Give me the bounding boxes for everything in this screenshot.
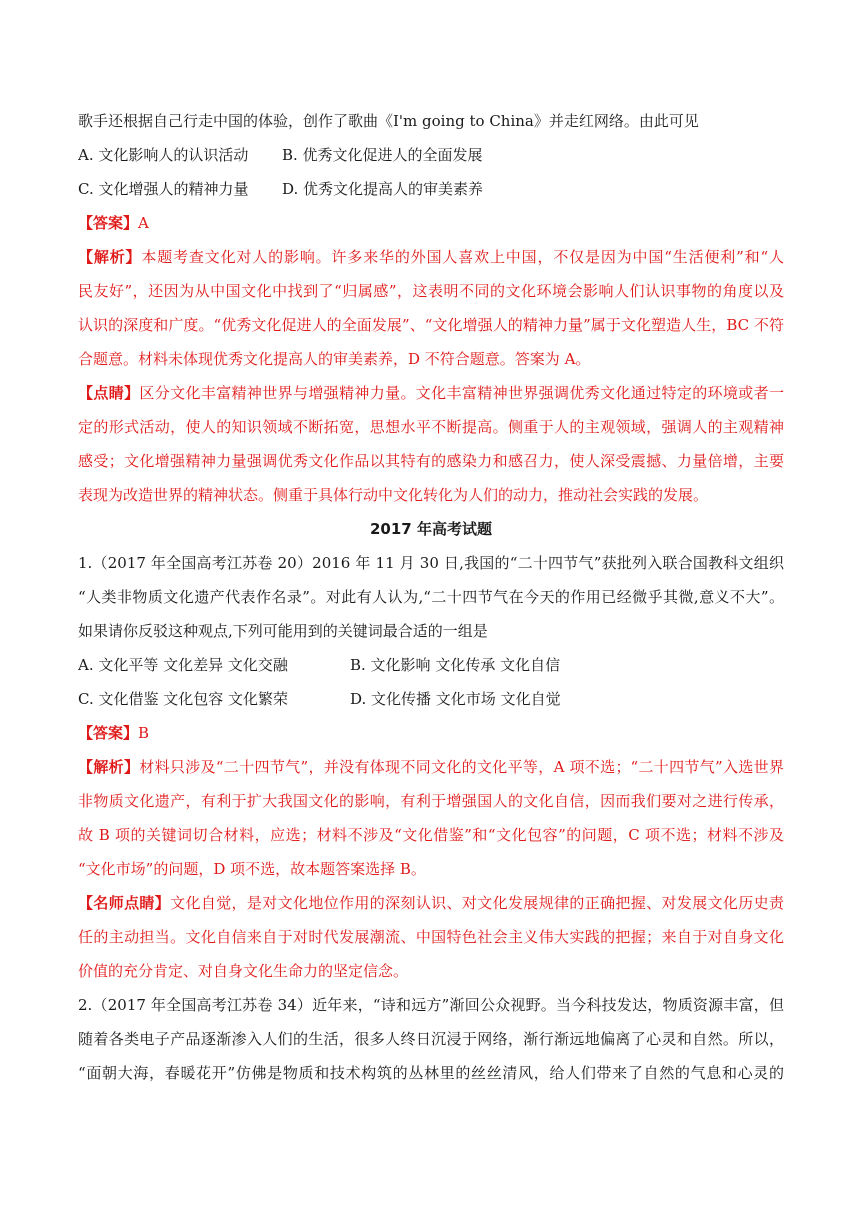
option-c: C. 文化增强人的精神力量 bbox=[78, 180, 249, 198]
analysis-line: 非物质文化遗产，有利于扩大我国文化的影响，有利于增强国人的文化自信，因而我们要对之进行传承， bbox=[78, 792, 784, 810]
tip-label: 【点睛】 bbox=[78, 384, 140, 402]
answer-value: A bbox=[138, 214, 149, 232]
option-d: D. 优秀文化提高人的审美素养 bbox=[282, 180, 484, 198]
question-stem-line: 如果请你反驳这种观点,下列可能用到的关键词最合适的一组是 bbox=[78, 622, 488, 640]
tip-line: 【点睛】区分文化丰富精神世界与增强精神力量。文化丰富精神世界强调优秀文化通过特定的环境或者一 bbox=[78, 384, 784, 402]
question-stem-line: 2.（2017 年全国高考江苏卷 34）近年来，“诗和远方”渐回公众视野。当今科技发达，物质资源丰富，但 bbox=[78, 996, 784, 1014]
analysis-line: “文化市场”的问题，D 项不选，故本题答案选择 B。 bbox=[78, 860, 426, 878]
tip-line: 价值的充分肯定、对自身文化生命力的坚定信念。 bbox=[78, 962, 409, 980]
tip-block bbox=[78, 886, 784, 988]
option-d: D. 文化传播 文化市场 文化自觉 bbox=[350, 690, 561, 708]
options-row bbox=[78, 682, 784, 716]
answer-label: 【答案】 bbox=[78, 724, 139, 742]
tip-line: 定的形式活动，使人的知识领域不断拓宽，思想水平不断提高。侧重于人的主观领域，强调人的主观精神 bbox=[78, 418, 784, 436]
question-stem-line: “面朝大海，春暖花开”仿佛是物质和技术构筑的丛林里的丝丝清风，给人们带来了自然的气息和心灵的 bbox=[78, 1064, 784, 1082]
option-c: C. 文化借鉴 文化包容 文化繁荣 bbox=[78, 690, 289, 708]
tip-label: 【名师点睛】 bbox=[78, 894, 171, 912]
options-row bbox=[78, 648, 784, 682]
answer-value: B bbox=[138, 724, 150, 742]
answer-label: 【答案】 bbox=[78, 214, 139, 232]
tip-block bbox=[78, 376, 784, 512]
analysis-line: 故 B 项的关键词切合材料，应选；材料不涉及“文化借鉴”和“文化包容”的问题，C 项不选；材料不涉及 bbox=[78, 826, 784, 844]
question-stem-line: 歌手还根据自己行走中国的体验，创作了歌曲《I'm going to China》并走红网络。由此可见 bbox=[78, 112, 699, 130]
analysis-label: 【解析】 bbox=[78, 758, 140, 776]
analysis-line: 民友好”，还因为从中国文化中找到了“归属感”，这表明不同的文化环境会影响人们认识事物的角度以及 bbox=[78, 282, 784, 300]
question-stem-line: 随着各类电子产品逐渐渗入人们的生活，很多人终日沉浸于网络，渐行渐远地偏离了心灵和自然。所以， bbox=[78, 1030, 784, 1048]
question-stem-line: 1.（2017 年全国高考江苏卷 20）2016 年 11 月 30 日,我国的“二十四节气”获批列入联合国教科文组织 bbox=[78, 554, 784, 572]
section-title: 2017 年高考试题 bbox=[370, 520, 492, 538]
question-1-stem bbox=[78, 546, 784, 648]
analysis-line: 认识的深度和广度。“优秀文化促进人的全面发展”、“文化增强人的精神力量”属于文化塑造人生，BC 不符 bbox=[78, 316, 784, 334]
analysis-line: 【解析】本题考查文化对人的影响。许多来华的外国人喜欢上中国，不仅是因为中国“生活便利”和“人 bbox=[78, 248, 784, 266]
tip-line: 感受；文化增强精神力量强调优秀文化作品以其特有的感染力和感召力，使人深受震撼、力量倍增，主要 bbox=[78, 452, 784, 470]
analysis-block bbox=[78, 240, 784, 376]
answer-line bbox=[78, 716, 784, 750]
options-row bbox=[78, 138, 784, 172]
analysis-label: 【解析】 bbox=[78, 248, 142, 266]
option-a: A. 文化影响人的认识活动 bbox=[78, 146, 249, 164]
option-b: B. 文化影响 文化传承 文化自信 bbox=[350, 656, 561, 674]
answer-line bbox=[78, 206, 784, 240]
document-body bbox=[78, 104, 784, 1090]
analysis-block bbox=[78, 750, 784, 886]
analysis-line: 合题意。材料未体现优秀文化提高人的审美素养，D 不符合题意。答案为 A。 bbox=[78, 350, 591, 368]
tip-line: 表现为改造世界的精神状态。侧重于具体行动中文化转化为人们的动力，推动社会实践的发展。 bbox=[78, 486, 709, 504]
tip-line: 【名师点睛】文化自觉，是对文化地位作用的深刻认识、对文化发展规律的正确把握、对发展文化历史责 bbox=[78, 894, 784, 912]
option-a: A. 文化平等 文化差异 文化交融 bbox=[78, 656, 288, 674]
tip-line: 任的主动担当。文化自信来自于对时代发展潮流、中国特色社会主义伟大实践的把握；来自于对自身文化 bbox=[78, 928, 784, 946]
question-2-stem bbox=[78, 988, 784, 1090]
question-stem-line: “人类非物质文化遗产代表作名录”。对此有人认为,“二十四节气在今天的作用已经微乎其微,意义不大”。 bbox=[78, 588, 784, 606]
options-row bbox=[78, 172, 784, 206]
option-b: B. 优秀文化促进人的全面发展 bbox=[282, 146, 483, 164]
analysis-line: 【解析】材料只涉及“二十四节气”，并没有体现不同文化的文化平等，A 项不选；“二十四节气”入选世界 bbox=[78, 758, 784, 776]
